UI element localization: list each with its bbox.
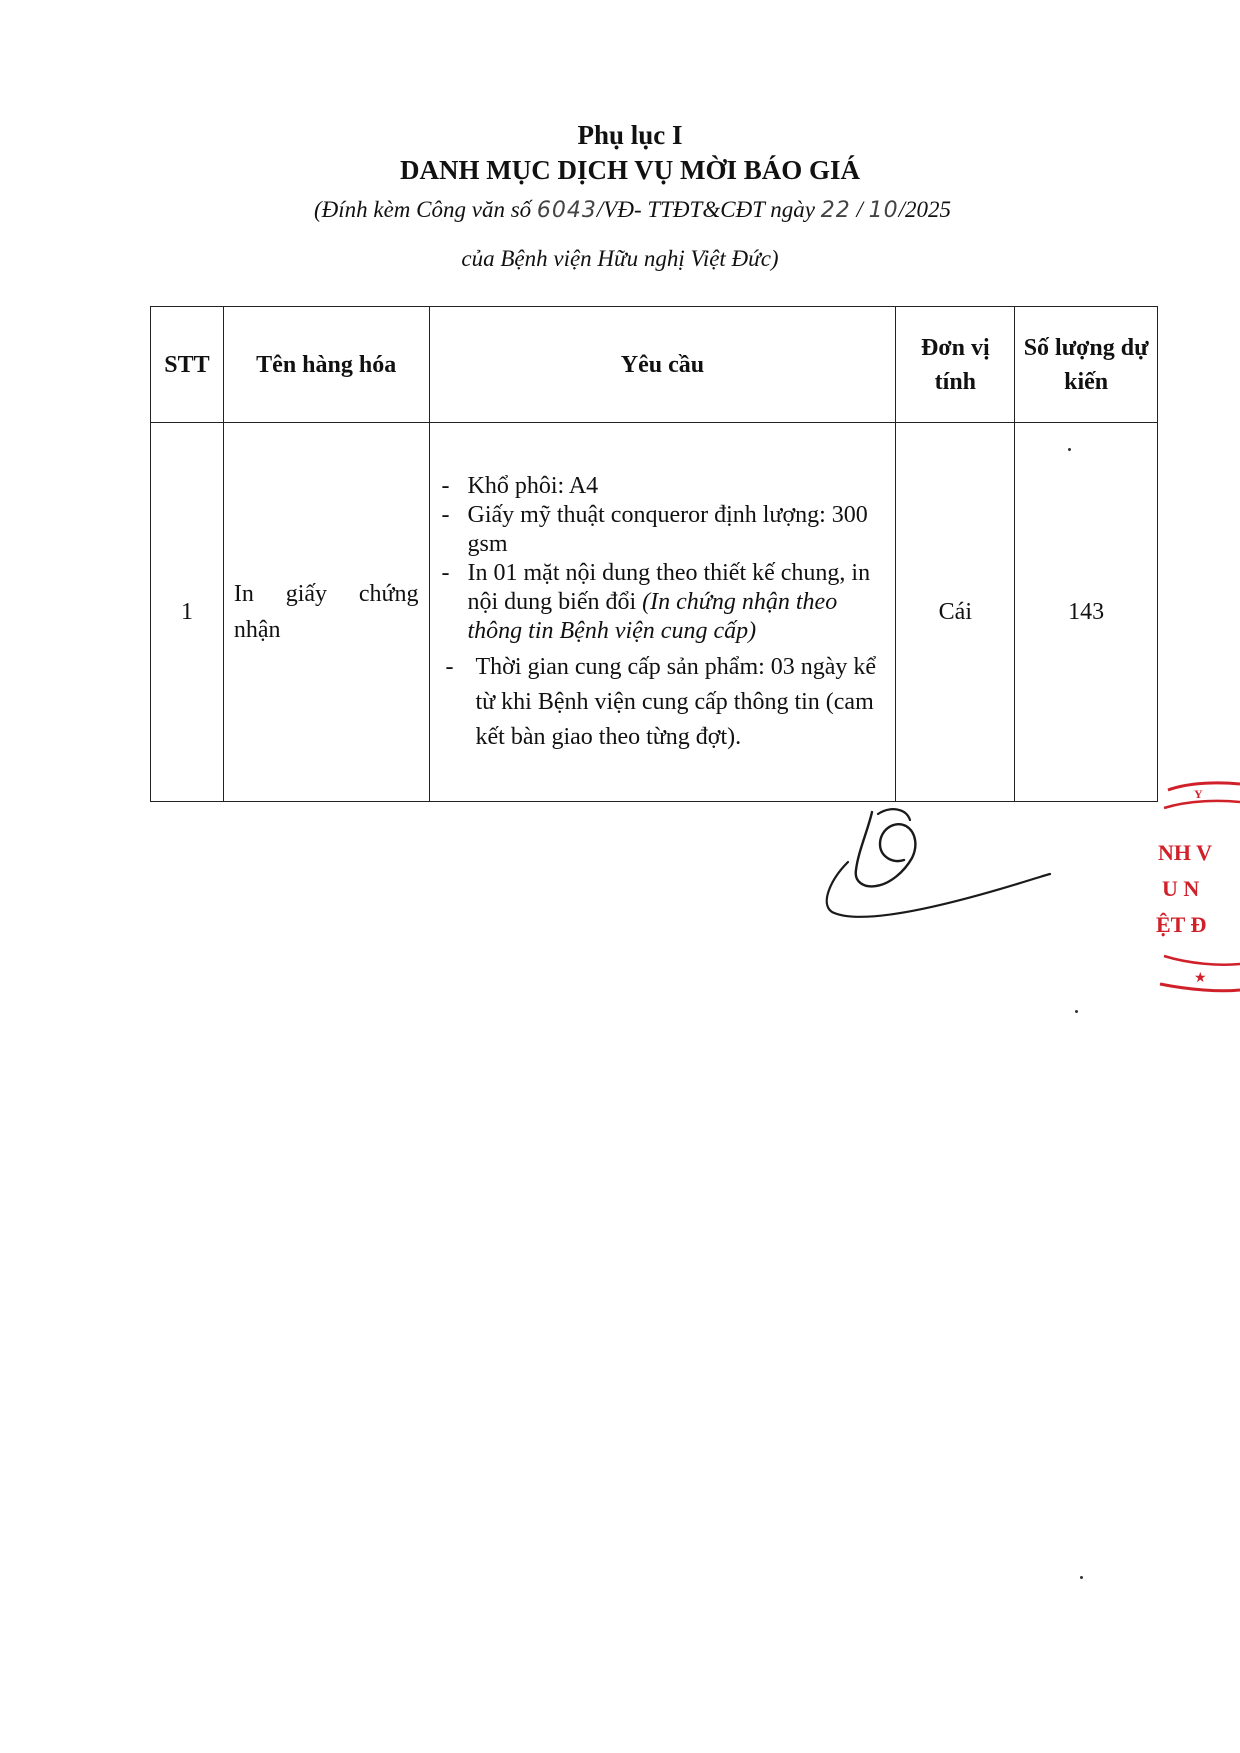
table-row <box>151 423 1158 802</box>
date-separator: / <box>850 197 869 222</box>
scan-speck <box>1075 1010 1078 1013</box>
handwritten-day: 22 <box>820 198 851 223</box>
document-reference <box>25 192 1240 229</box>
goods-table <box>150 306 1158 802</box>
row-stt: 1 <box>151 423 224 802</box>
requirement-item: - Thời gian cung cấp sản phẩm: 03 ngày kể từ khi Bệnh viện cung cấp thông tin (cam kết bàn giao theo từng đợt). <box>438 650 890 755</box>
requirement-item: - Khổ phôi: A4 <box>438 472 890 501</box>
row-name: In giấy chứng nhận <box>223 423 429 802</box>
header-name: Tên hàng hóa <box>223 307 429 423</box>
document-header <box>0 118 1240 277</box>
header-unit: Đơn vị tính <box>896 307 1015 423</box>
date-year: 2025 <box>905 197 952 222</box>
seal-icon <box>1150 760 1240 1000</box>
table-header-row <box>151 307 1158 423</box>
handwritten-signature <box>820 800 1060 945</box>
svg-text:NH V: NH V <box>1158 840 1212 865</box>
requirements-list <box>438 472 890 755</box>
document-issuer: của Bệnh viện Hữu nghị Việt Đức) <box>461 246 779 271</box>
row-quantity: 143 <box>1015 423 1158 802</box>
header-quantity: Số lượng dự kiến <box>1015 307 1158 423</box>
scan-speck <box>1080 1576 1083 1579</box>
requirement-item: - Giấy mỹ thuật conqueror định lượng: 300 gsm <box>438 501 890 559</box>
svg-text:Y: Y <box>1194 787 1203 801</box>
signature-icon <box>820 800 1060 940</box>
reference-prefix: (Đính kèm Công văn số <box>313 197 537 222</box>
scan-speck <box>1068 448 1071 451</box>
handwritten-doc-number: 6043 <box>536 198 597 223</box>
header-stt: STT <box>151 307 224 423</box>
handwritten-month: 10 <box>868 198 899 223</box>
reference-mid: /VĐ- TTĐT&CĐT ngày <box>596 197 821 222</box>
date-separator: / <box>898 197 906 222</box>
row-requirements <box>429 423 896 802</box>
row-unit: Cái <box>896 423 1015 802</box>
requirement-text: In 01 mặt nội dung theo thiết kế chung, in nội dung biến đổi <box>467 559 871 615</box>
header-requirements: Yêu cầu <box>429 307 896 423</box>
red-seal-stamp <box>1150 760 1240 1005</box>
svg-text:★: ★ <box>1194 970 1207 986</box>
svg-text:U N: U N <box>1162 876 1200 901</box>
document-title: DANH MỤC DỊCH VỤ MỜI BÁO GIÁ <box>399 155 860 185</box>
requirement-italic-note: (In chứng nhận theo thông tin Bệnh viện cung cấp) <box>467 588 838 644</box>
requirement-item <box>438 559 890 646</box>
svg-text:ỆT Đ: ỆT Đ <box>1156 912 1207 937</box>
appendix-label: Phụ lục I <box>577 120 683 150</box>
